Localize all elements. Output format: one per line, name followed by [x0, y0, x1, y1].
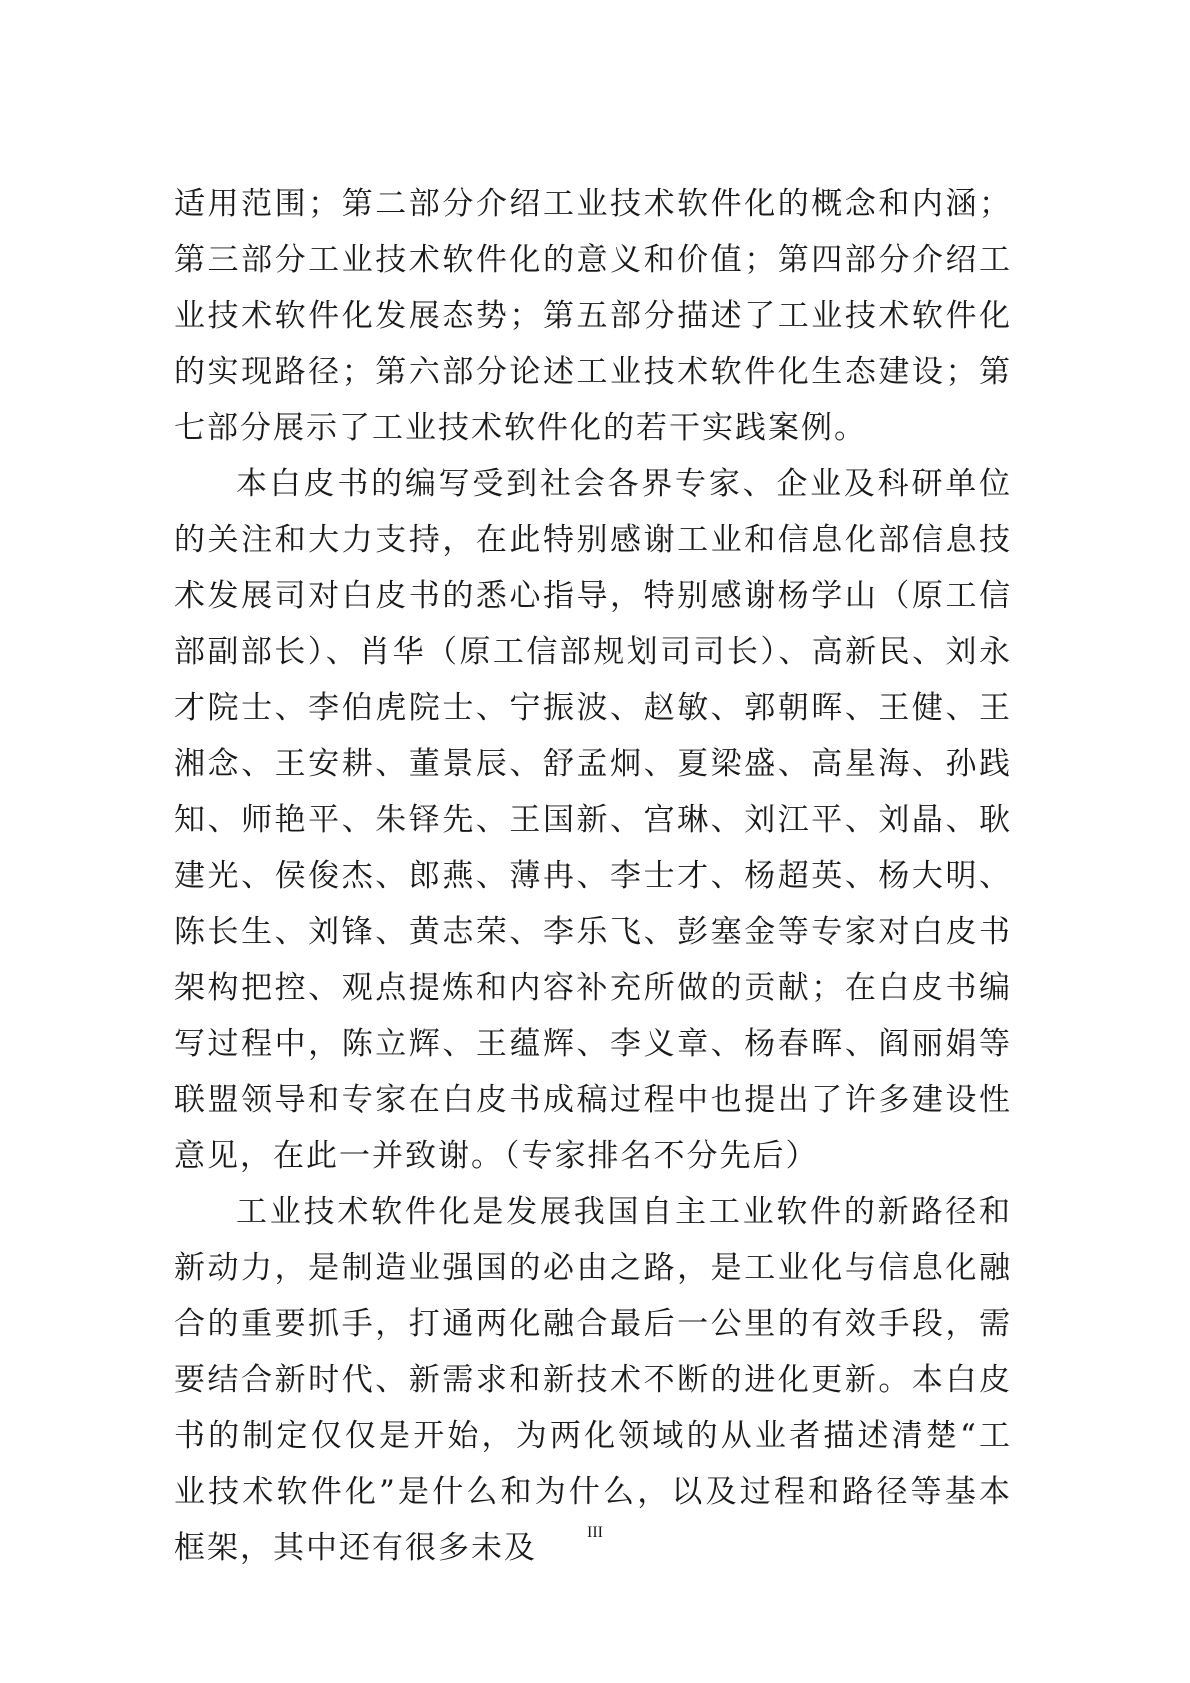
- body-text: [174, 176, 1012, 1576]
- paragraph-chapter-overview: 适用范围；第二部分介绍工业技术软件化的概念和内涵；第三部分工业技术软件化的意义和价值；第四部分介绍工业技术软件化发展态势；第五部分描述了工业技术软件化的实现路径；第六部分论述工业技术软件化生态建设；第七部分展示了工业技术软件化的若干实践案例。: [174, 186, 1012, 446]
- paragraph-acknowledgements: 本白皮书的编写受到社会各界专家、企业及科研单位的关注和大力支持，在此特别感谢工业和信息化部信息技术发展司对白皮书的悉心指导，特别感谢杨学山（原工信部副部长）、肖华（原工信部规划司司长）、高新民、刘永才院士、李伯虎院士、宁振波、赵敏、郭朝晖、王健、王湘念、王安耕、董景辰、舒孟炯、夏梁盛、高星海、孙践知、师艳平、朱铎先、王国新、宫琳、刘江平、刘晶、耿建光、侯俊杰、郎燕、薄冉、李士才、杨超英、杨大明、陈长生、刘锋、黄志荣、李乐飞、彭塞金等专家对白皮书架构把控、观点提炼和内容补充所做的贡献；在白皮书编写过程中，陈立辉、王蕴辉、李义章、杨春晖、阎丽娟等联盟领导和专家在白皮书成稿过程中也提出了许多建设性意见，在此一并致谢。（专家排名不分先后）: [174, 466, 1012, 1174]
- page-number: III: [587, 1524, 603, 1541]
- paragraph-conclusion: 工业技术软件化是发展我国自主工业软件的新路径和新动力，是制造业强国的必由之路，是工业化与信息化融合的重要抓手，打通两化融合最后一公里的有效手段，需要结合新时代、新需求和新技术不断的进化更新。本白皮书的制定仅仅是开始，为两化领域的从业者描述清楚“工业技术软件化”是什么和为什么，以及过程和路径等基本框架，其中还有很多未及: [174, 1194, 1012, 1566]
